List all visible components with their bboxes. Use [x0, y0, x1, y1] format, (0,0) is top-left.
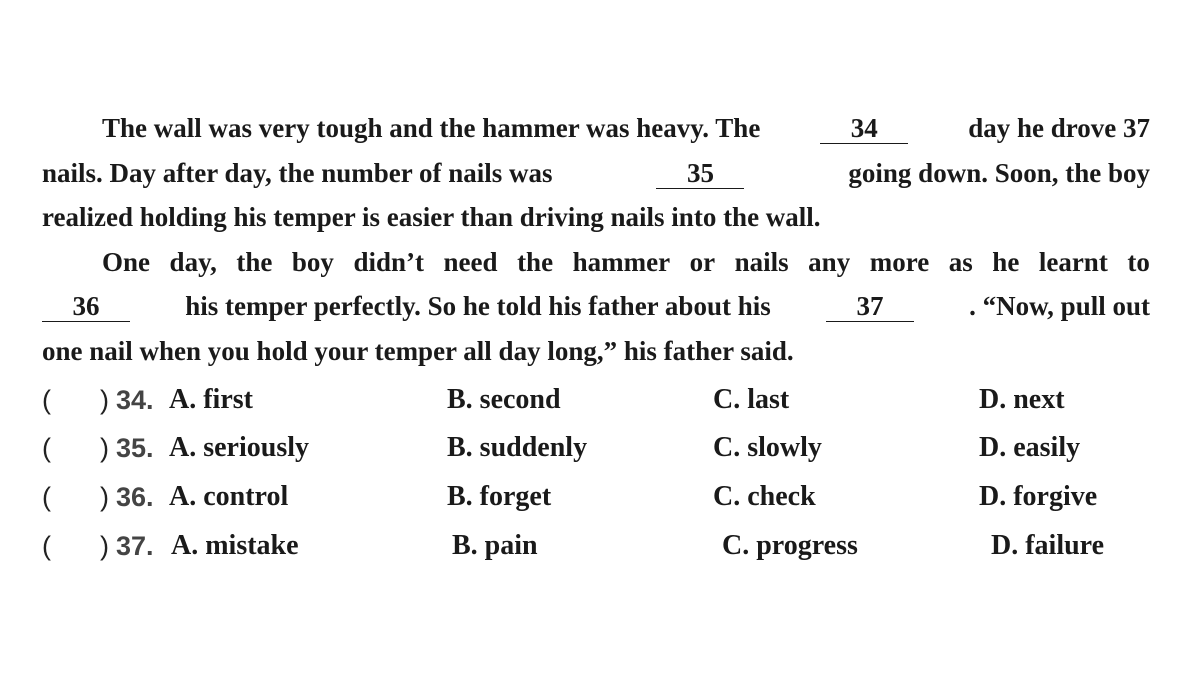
option-a: A. seriously — [169, 432, 309, 463]
question-number: 34. — [116, 385, 154, 415]
question-row-36 — [42, 477, 1162, 517]
option-d: D. forgive — [979, 481, 1098, 512]
answer-paren-open: ( — [42, 531, 51, 561]
answer-paren-close: ) — [100, 433, 109, 463]
question-number: 37. — [116, 531, 154, 561]
answer-blank-34: 34 — [820, 113, 908, 144]
option-d: D. next — [979, 384, 1065, 415]
question-row-34 — [42, 380, 1162, 420]
answer-paren-close: ) — [100, 385, 109, 415]
answer-paren-close: ) — [100, 531, 109, 561]
option-c: C. slowly — [713, 432, 822, 463]
option-b: B. pain — [452, 530, 538, 561]
option-b: B. forget — [447, 481, 552, 512]
option-a: A. first — [169, 384, 253, 415]
passage-text: nails. Day after day, the number of nails was — [42, 158, 553, 188]
passage-line-1 — [102, 111, 1150, 145]
question-number: 35. — [116, 433, 154, 463]
question-number: 36. — [116, 482, 154, 512]
option-b: B. suddenly — [447, 432, 588, 463]
option-d: D. failure — [991, 530, 1105, 561]
answer-paren-open: ( — [42, 385, 51, 415]
passage-line-5 — [42, 289, 1150, 323]
question-row-37 — [42, 526, 1162, 566]
answer-paren-open: ( — [42, 482, 51, 512]
answer-paren-open: ( — [42, 433, 51, 463]
passage-text: his temper perfectly. So he told his father about his — [185, 291, 771, 321]
passage-text: The wall was very tough and the hammer was heavy. The — [102, 113, 761, 143]
passage-line-2 — [42, 156, 1150, 190]
option-d: D. easily — [979, 432, 1081, 463]
option-c: C. last — [713, 384, 790, 415]
option-a: A. mistake — [171, 530, 299, 561]
passage-text: . “Now, pull out — [969, 291, 1150, 321]
option-c: C. progress — [722, 530, 858, 561]
answer-blank-37: 37 — [826, 291, 914, 322]
passage-line-4: One day, the boy didn’t need the hammer or nails any more as he learnt to — [102, 247, 1150, 277]
option-a: A. control — [169, 481, 289, 512]
passage-line-6: one nail when you hold your temper all day long,” his father said. — [42, 336, 794, 366]
passage-line-3: realized holding his temper is easier than driving nails into the wall. — [42, 202, 821, 232]
passage-text: going down. Soon, the boy — [848, 158, 1150, 188]
passage-text: day he drove 37 — [968, 113, 1150, 143]
question-row-35 — [42, 428, 1162, 468]
option-b: B. second — [447, 384, 561, 415]
option-c: C. check — [713, 481, 816, 512]
answer-blank-36: 36 — [42, 291, 130, 322]
answer-paren-close: ) — [100, 482, 109, 512]
answer-blank-35: 35 — [656, 158, 744, 189]
